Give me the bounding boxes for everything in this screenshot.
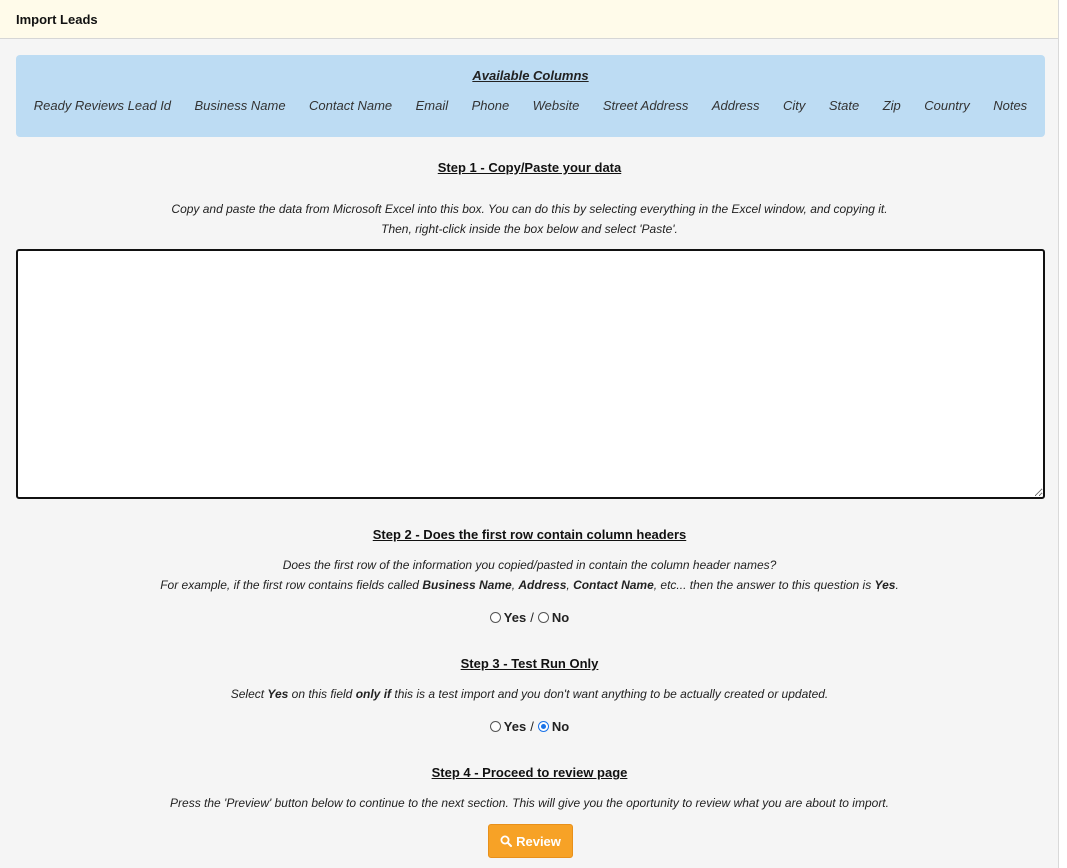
step2-text: , — [511, 578, 519, 592]
paste-data-textarea[interactable] — [16, 249, 1045, 499]
step3-no-radio[interactable] — [538, 721, 549, 732]
search-icon — [500, 835, 512, 847]
available-column-item: City — [783, 98, 806, 113]
step2-bold-yes: Yes — [874, 578, 896, 592]
step3-text: on this field — [288, 687, 356, 701]
step3-radio-group — [0, 719, 1059, 734]
step2-description-line2 — [0, 575, 1059, 595]
step3-yes-radio[interactable] — [490, 721, 501, 732]
page-title: Import Leads — [16, 11, 98, 27]
step1-description-line1: Copy and paste the data from Microsoft Excel into this box. You can do this by selecting everything in the Excel window, and copying it. — [171, 202, 888, 216]
available-column-item: Address — [711, 98, 760, 113]
step3-text: Select — [230, 687, 268, 701]
step3-bold-yes: Yes — [267, 687, 289, 701]
step2-text: For example, if the first row contains fields called — [160, 578, 423, 592]
step1-title: Step 1 - Copy/Paste your data — [437, 160, 622, 175]
step3-no-label[interactable]: No — [551, 719, 570, 734]
step2-bold-contact-name: Contact Name — [573, 578, 654, 592]
step2-description-line1: Does the first row of the information you copied/pasted in contain the column header names? — [282, 558, 777, 572]
step2-title: Step 2 - Does the first row contain column headers — [372, 527, 687, 542]
step2-yes-label[interactable]: Yes — [503, 610, 527, 625]
available-column-item: Zip — [882, 98, 901, 113]
step3-bold-only-if: only if — [355, 687, 392, 701]
step3-title: Step 3 - Test Run Only — [460, 656, 599, 671]
available-columns-box — [16, 55, 1045, 137]
available-columns-list — [16, 98, 1045, 113]
page-header — [0, 0, 1058, 39]
step2-radio-group — [0, 610, 1059, 625]
step2-text: . — [895, 578, 899, 592]
available-column-item: Ready Reviews Lead Id — [33, 98, 172, 113]
step3-slash: / — [530, 719, 534, 734]
available-column-item: Contact Name — [309, 98, 393, 113]
available-column-item: Website — [532, 98, 580, 113]
step2-slash: / — [530, 610, 534, 625]
review-button-label: Review — [516, 833, 561, 849]
step1-description — [0, 199, 1059, 239]
step4-title: Step 4 - Proceed to review page — [431, 765, 628, 780]
available-column-item: State — [828, 98, 860, 113]
available-columns-title: Available Columns — [472, 68, 589, 83]
available-column-item: Email — [415, 98, 449, 113]
step1-description-line2: Then, right-click inside the box below and select 'Paste'. — [381, 222, 678, 236]
step3-text: this is a test import and you don't want anything to be actually created or updated. — [391, 687, 829, 701]
available-column-item: Phone — [471, 98, 510, 113]
step2-no-radio[interactable] — [538, 612, 549, 623]
step2-description — [0, 555, 1059, 595]
step2-yes-radio[interactable] — [490, 612, 501, 623]
available-column-item: Notes — [993, 98, 1028, 113]
scrollbar-track[interactable] — [1060, 0, 1067, 868]
review-button[interactable] — [488, 824, 573, 858]
step2-no-label[interactable]: No — [551, 610, 570, 625]
step2-text: , — [566, 578, 574, 592]
step2-text: , etc... then the answer to this question is — [653, 578, 875, 592]
available-column-item: Street Address — [602, 98, 689, 113]
step3-yes-label[interactable]: Yes — [503, 719, 527, 734]
available-column-item: Business Name — [194, 98, 286, 113]
available-column-item: Country — [924, 98, 970, 113]
step4-description: Press the 'Preview' button below to continue to the next section. This will give you the oportunity to review what you are about to import. — [170, 796, 889, 810]
step2-bold-business-name: Business Name — [422, 578, 512, 592]
step2-bold-address: Address — [518, 578, 567, 592]
step3-description — [0, 684, 1059, 704]
